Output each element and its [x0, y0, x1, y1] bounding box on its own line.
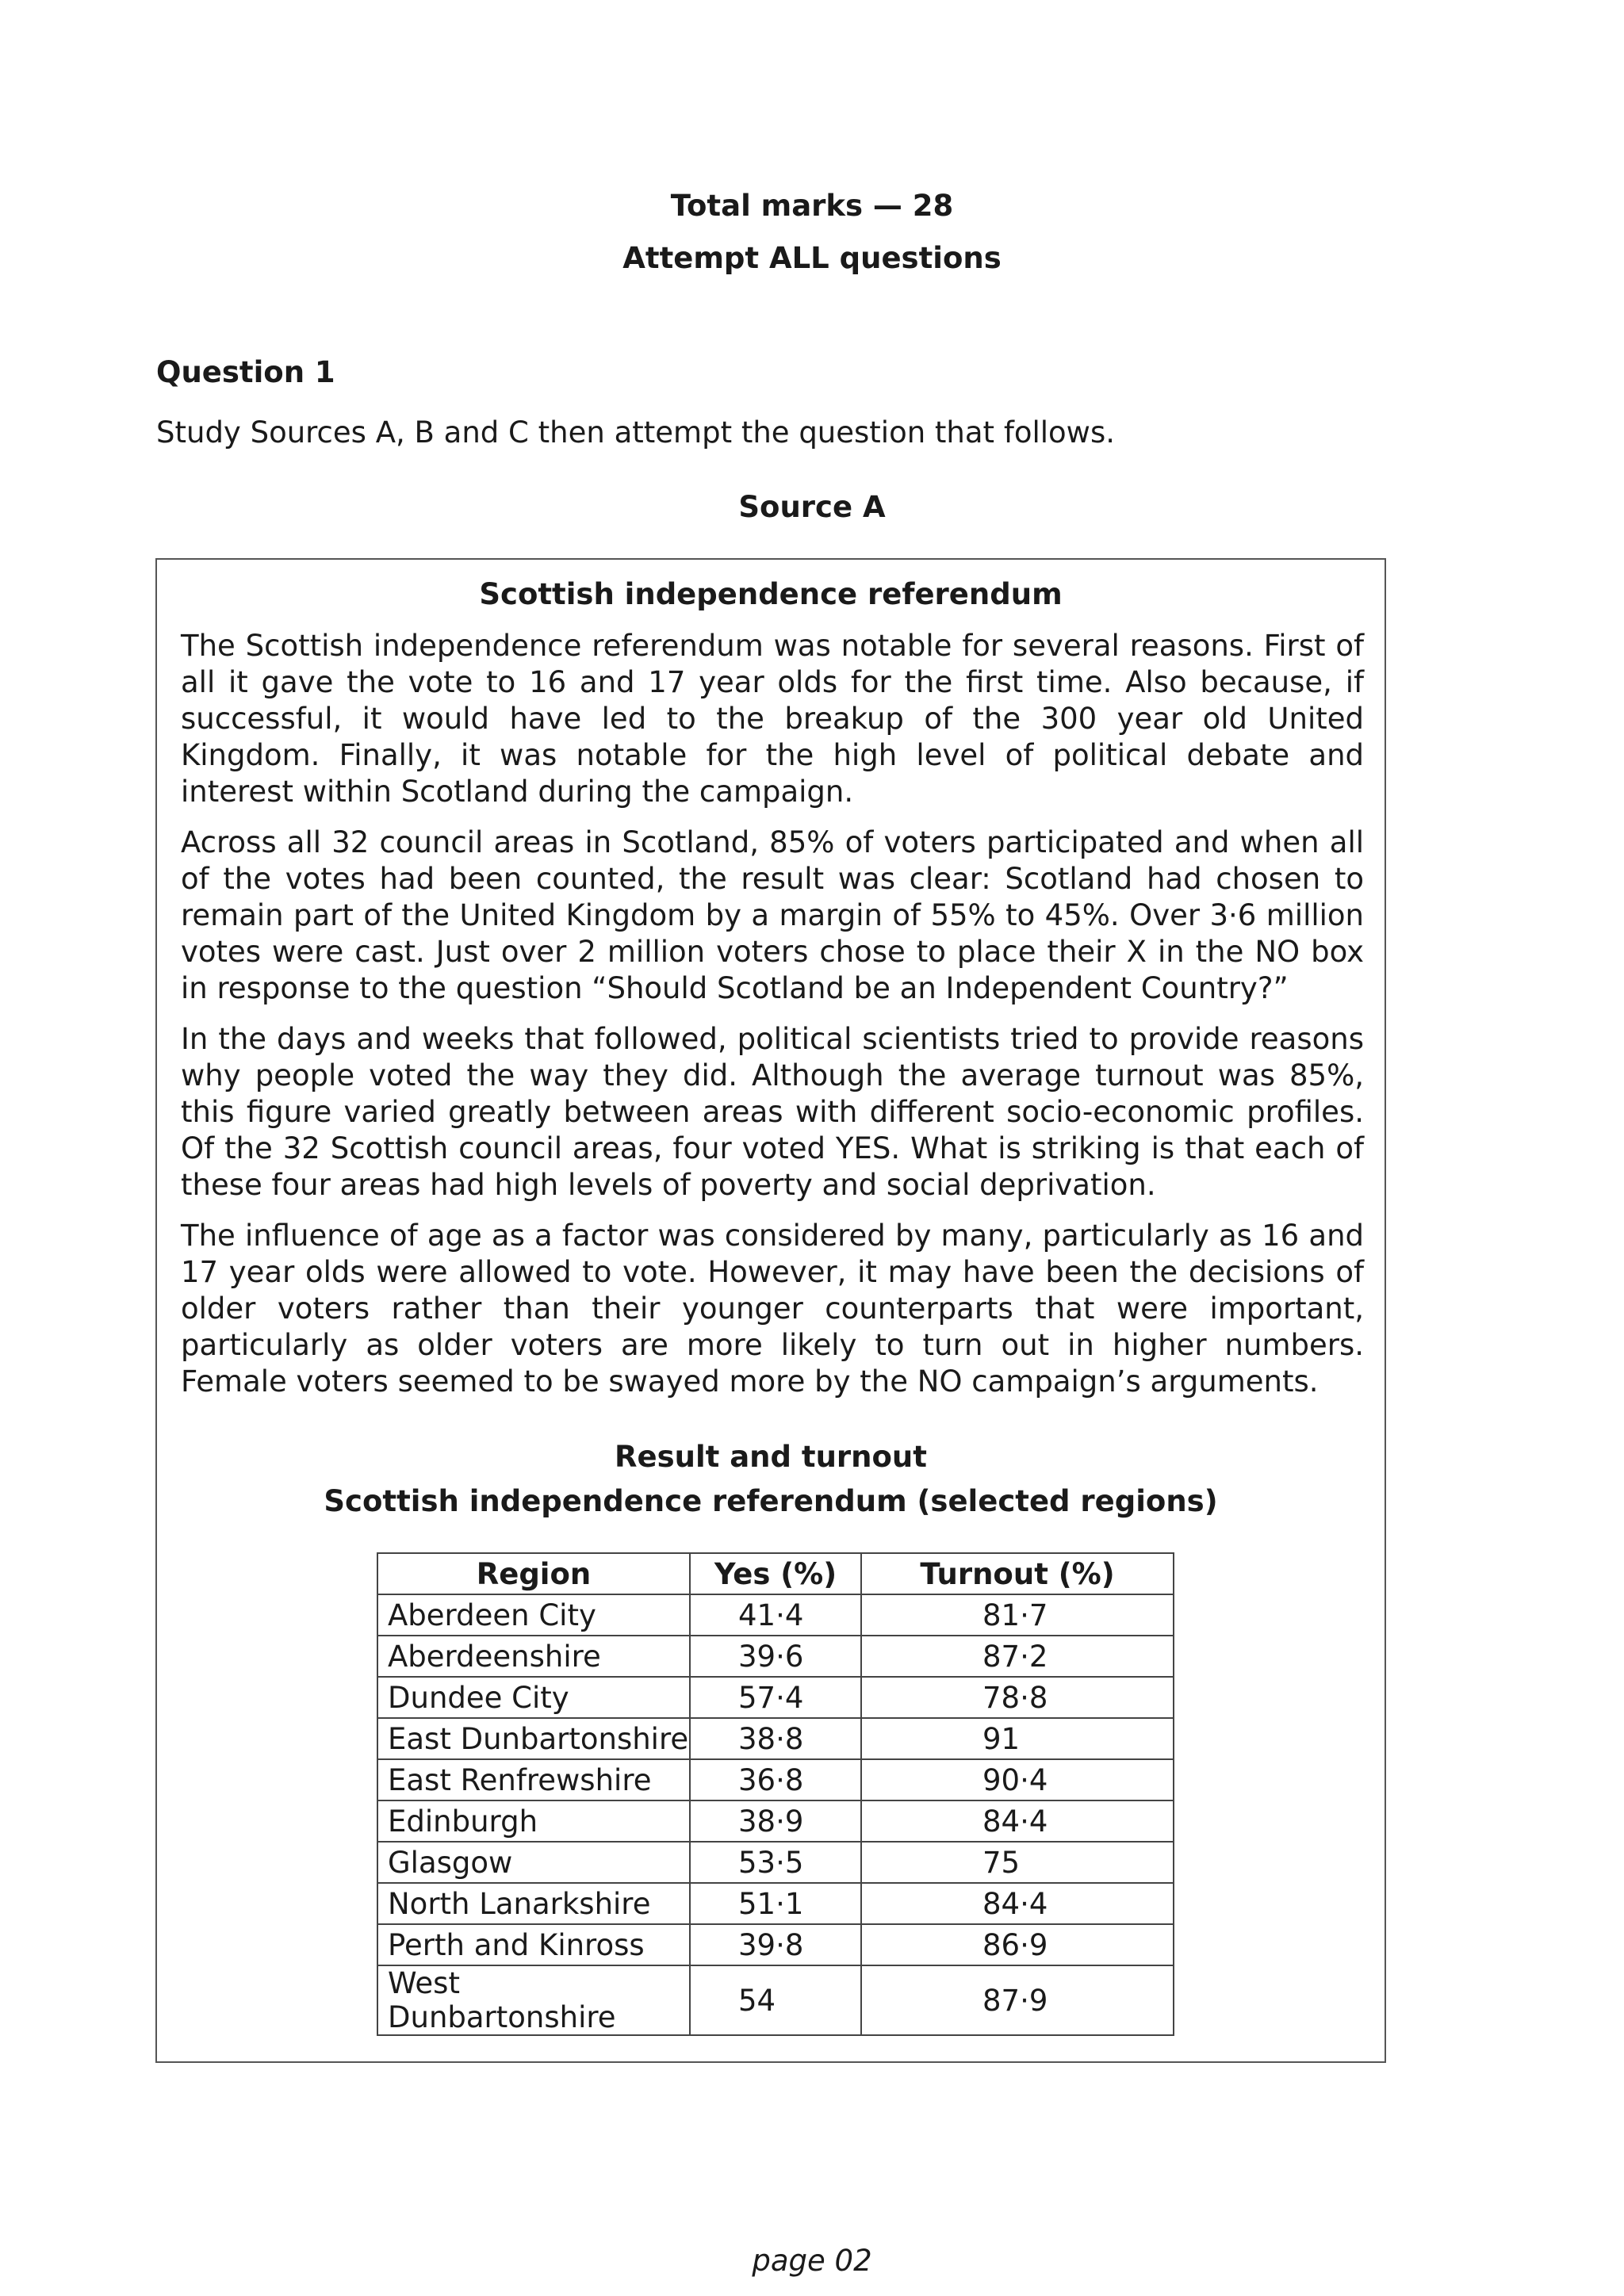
question-instruction: Study Sources A, B and C then attempt the question that follows. — [156, 415, 1115, 450]
cell-turnout: 84·4 — [861, 1883, 1174, 1924]
cell-yes: 57·4 — [690, 1677, 861, 1718]
cell-turnout: 87·9 — [861, 1965, 1174, 2035]
table-row — [377, 1800, 1174, 1842]
paragraph-2: Across all 32 council areas in Scotland, 85% of voters participated and when all of the votes had been counted, the result was clear: Scotland had chosen to remain part of the United Kingdom by a margin of 55% to 45%. Over 3·6 million votes were cast. Just over 2 million voters chose to place their X in the NO box in response to the question “Should Scotland be an Independent Country?” — [181, 825, 1364, 1005]
table-row — [377, 1594, 1174, 1636]
source-label: Source A — [738, 490, 886, 524]
cell-region: Dundee City — [377, 1677, 690, 1718]
cell-region: Edinburgh — [377, 1800, 690, 1842]
cell-yes: 38·9 — [690, 1800, 861, 1842]
table-row — [377, 1718, 1174, 1759]
table-row — [377, 1924, 1174, 1965]
question-heading: Question 1 — [156, 355, 335, 389]
paragraph-3: In the days and weeks that followed, political scientists tried to provide reasons why people voted the way they did. Although the average turnout was 85%, this figure varied greatly between areas with different socio-economic profiles. Of the 32 Scottish council areas, four voted YES. What is striking is that each of these four areas had high levels of poverty and social deprivation. — [181, 1022, 1364, 1202]
header-turnout: Turnout (%) — [861, 1553, 1174, 1594]
page-number: page 02 — [752, 2244, 872, 2278]
cell-yes: 39·6 — [690, 1636, 861, 1677]
cell-region: East Dunbartonshire — [377, 1718, 690, 1759]
cell-turnout: 86·9 — [861, 1924, 1174, 1965]
table-row — [377, 1636, 1174, 1677]
cell-region: Glasgow — [377, 1842, 690, 1883]
table-row — [377, 1842, 1174, 1883]
cell-region: West Dunbartonshire — [377, 1965, 690, 2035]
table-subtitle: Scottish independence referendum (selected regions) — [324, 1484, 1218, 1518]
cell-region: East Renfrewshire — [377, 1759, 690, 1800]
cell-region: Perth and Kinross — [377, 1924, 690, 1965]
header-yes: Yes (%) — [690, 1553, 861, 1594]
cell-yes: 51·1 — [690, 1883, 861, 1924]
source-title: Scottish independence referendum — [479, 577, 1063, 611]
table-row — [377, 1883, 1174, 1924]
attempt-instruction: Attempt ALL questions — [622, 241, 1002, 275]
table-header-row — [377, 1553, 1174, 1594]
source-box — [155, 558, 1386, 2063]
cell-yes: 41·4 — [690, 1594, 861, 1636]
cell-region: Aberdeenshire — [377, 1636, 690, 1677]
cell-turnout: 91 — [861, 1718, 1174, 1759]
cell-turnout: 81·7 — [861, 1594, 1174, 1636]
cell-yes: 36·8 — [690, 1759, 861, 1800]
cell-yes: 53·5 — [690, 1842, 861, 1883]
paragraph-1: The Scottish independence referendum was notable for several reasons. First of all it gave the vote to 16 and 17 year olds for the first time. Also because, if successful, it would have led to the breakup of the 300 year old United Kingdom. Finally, it was notable for the high level of political debate and interest within Scotland during the campaign. — [181, 629, 1364, 809]
cell-region: North Lanarkshire — [377, 1883, 690, 1924]
table-title: Result and turnout — [615, 1440, 927, 1474]
cell-turnout: 87·2 — [861, 1636, 1174, 1677]
total-marks: Total marks — 28 — [670, 189, 954, 223]
cell-region: Aberdeen City — [377, 1594, 690, 1636]
results-table — [377, 1552, 1174, 2036]
cell-turnout: 84·4 — [861, 1800, 1174, 1842]
cell-yes: 39·8 — [690, 1924, 861, 1965]
table-row — [377, 1965, 1174, 2035]
cell-turnout: 90·4 — [861, 1759, 1174, 1800]
header-region: Region — [377, 1553, 690, 1594]
paragraph-4: The influence of age as a factor was considered by many, particularly as 16 and 17 year olds were allowed to vote. However, it may have been the decisions of older voters rather than their younger counterparts that were important, particularly as older voters are more likely to turn out in higher numbers. Female voters seemed to be swayed more by the NO campaign’s arguments. — [181, 1219, 1364, 1399]
table-row — [377, 1759, 1174, 1800]
cell-yes: 38·8 — [690, 1718, 861, 1759]
table-row — [377, 1677, 1174, 1718]
cell-yes: 54 — [690, 1965, 861, 2035]
cell-turnout: 78·8 — [861, 1677, 1174, 1718]
cell-turnout: 75 — [861, 1842, 1174, 1883]
